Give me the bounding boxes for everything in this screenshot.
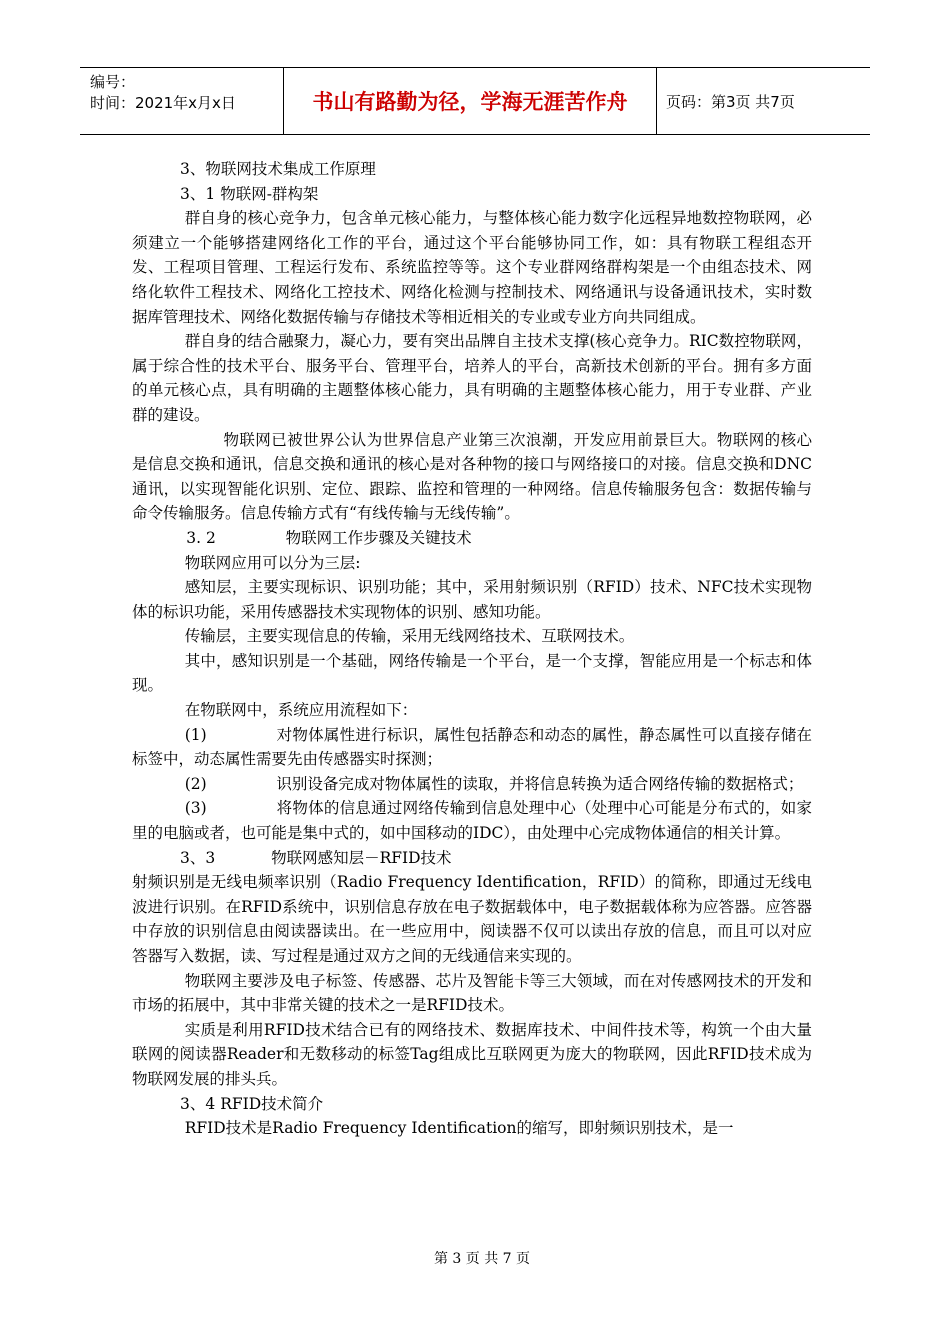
- paragraph: RFID技术是Radio Frequency Identification的缩写，即射频识别技术，是一: [184, 1119, 734, 1138]
- paragraph: 射频识别是无线电频率识别（Radio Frequency Identification，RFID）的简称，即通过无线电波进行识别。在RFID系统中，识别信息存放在电子数据载体中，电子数据载体称为应答器。应答器中存放的识别信息由阅读器读出。在一些应用中，阅读器不仅可以读出存放的信息，而且可以对应答器写入数据，读、写过程是通过双方之间的无线通信来实现的。: [132, 873, 812, 965]
- list-number: (1): [184, 725, 207, 744]
- paragraph: 物联网已被世界公认为世界信息产业第三次浪潮，开发应用前景巨大。物联网的核心是信息交换和通讯，信息交换和通讯的核心是对各种物的接口与网络接口的对接。信息交换和DNC通讯，以实现智能化识别、定位、跟踪、监控和管理的一种网络。信息传输服务包含：数据传输与命令传输服务。信息传输方式有“有线传输与无线传输”。: [132, 430, 812, 523]
- list-item: [132, 723, 812, 772]
- section-heading-3-4: 3、4 RFID技术简介: [180, 1094, 324, 1113]
- section-title: 物联网感知层－RFID技术: [271, 848, 452, 867]
- paragraph: 实质是利用RFID技术结合已有的网络技术、数据库技术、中间件技术等，构筑一个由大量联网的阅读器Reader和无数移动的标签Tag组成比互联网更为庞大的物联网，因此RFID技术成为物联网发展的排头兵。: [132, 1020, 812, 1088]
- header-motto: 书山有路勤为径，学海无涯苦作舟: [284, 68, 657, 134]
- paragraph: 传输层，主要实现信息的传输，采用无线网络技术、互联网技术。: [184, 627, 635, 646]
- header-page-info: 页码：第3页 共7页: [666, 92, 795, 111]
- list-text: 对物体属性进行标识，属性包括静态和动态的属性，静态属性可以直接存储在标签中，动态属性需要先由传感器实时探测；: [132, 725, 812, 769]
- section-heading-3: 3、物联网技术集成工作原理: [180, 160, 376, 178]
- paragraph: 物联网主要涉及电子标签、传感器、芯片及智能卡等三大领域，而在对传感网技术的开发和市场的拓展中，其中非常关键的技术之一是RFID技术。: [132, 971, 812, 1015]
- list-text: 识别设备完成对物体属性的读取，并将信息转换为适合网络传输的数据格式；: [276, 774, 804, 793]
- header-meta-cell: [80, 68, 284, 134]
- section-heading-3-3: [132, 846, 812, 871]
- list-number: (3): [184, 799, 207, 818]
- paragraph: 在物联网中，系统应用流程如下：: [184, 701, 418, 720]
- paragraph: 其中，感知识别是一个基础，网络传输是一个平台，是一个支撑，智能应用是一个标志和体现。: [132, 651, 812, 695]
- section-title: 物联网工作步骤及关键技术: [285, 528, 472, 547]
- section-number: 3、3: [180, 848, 216, 867]
- list-text: 将物体的信息通过网络传输到信息处理中心（处理中心可能是分布式的，如家里的电脑或者，也可能是集中式的，如中国移动的IDC），由处理中心完成物体通信的相关计算。: [132, 799, 812, 843]
- list-item: [132, 796, 812, 845]
- section-number: 3. 2: [186, 528, 216, 547]
- paragraph: 物联网应用可以分为三层:: [184, 553, 361, 572]
- section-heading-3-2: [132, 526, 812, 551]
- paragraph: 群自身的核心竞争力，包含单元核心能力，与整体核心能力数字化远程异地数控物联网，必须建立一个能够搭建网络化工作的平台，通过这个平台能够协同工作，如：具有物联工程组态开发、工程项目管理、工程运行发布、系统监控等等。这个专业群网络群构架是一个由组态技术、网络化软件工程技术、网络化工控技术、网络化检测与控制技术、网络通讯与设备通讯技术，实时数据库管理技术、网络化数据传输与存储技术等相近相关的专业或专业方向共同组成。: [132, 209, 812, 326]
- doc-number-label: 编号：: [90, 73, 136, 91]
- list-number: (2): [184, 774, 207, 793]
- paragraph: 感知层，主要实现标识、识别功能；其中，采用射频识别（RFID）技术、NFC技术实现物体的标识功能，采用传感器技术实现物体的识别、感知功能。: [132, 578, 812, 621]
- doc-time-label: 时间：2021年x月x日: [90, 94, 236, 112]
- paragraph: 群自身的结合融聚力，凝心力，要有突出品牌自主技术支撑(核心竞争力。RIC数控物联网，属于综合性的技术平台、服务平台、管理平台，培养人的平台，高新技术创新的平台。拥有多方面的单元核心点，具有明确的主题整体核心能力，具有明确的主题整体核心能力，用于专业群、产业群的建设。: [132, 332, 812, 424]
- list-item: [132, 772, 812, 797]
- header-table: [80, 67, 870, 135]
- section-heading-3-1: 3、1 物联网-群构架: [180, 184, 319, 203]
- page-footer: 第 3 页 共 7 页: [433, 1251, 531, 1267]
- document-body: [132, 157, 812, 1141]
